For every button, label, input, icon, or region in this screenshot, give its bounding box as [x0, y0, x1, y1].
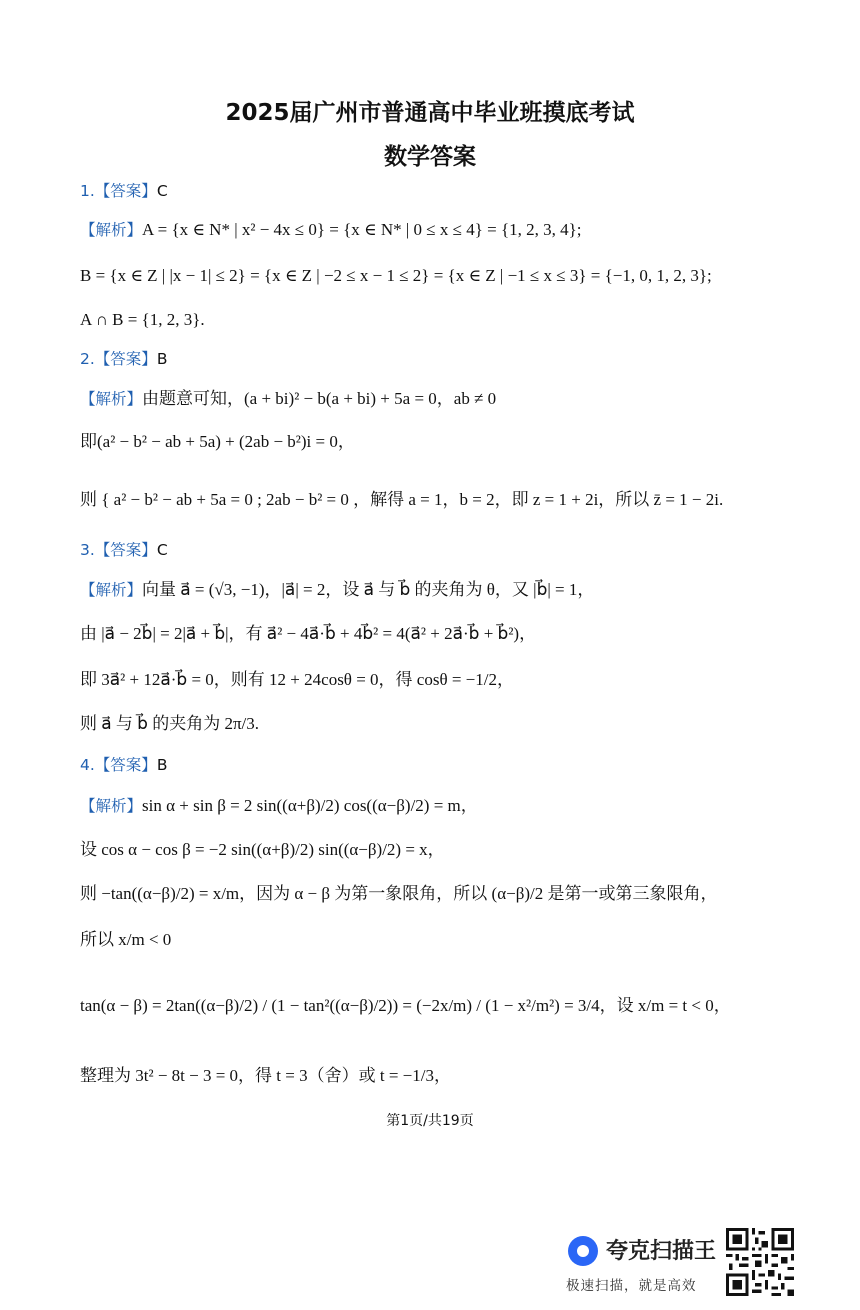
page-number: 第1页/共19页	[386, 1113, 474, 1129]
q4-solution-line-1: 【解析】sin α + sin β = 2 sin((α+β)/2) cos((α−β)/2) = m，	[80, 796, 478, 815]
q3-solution-line-4: 则 a⃗ 与 b⃗ 的夹角为 2π/3.	[80, 714, 260, 733]
q4-solution-line-2: 设 cos α − cos β = −2 sin((α+β)/2) sin((α−β)/2) = x，	[80, 840, 445, 859]
q2-solution-line-2: 即(a² − b² − ab + 5a) + (2ab − b²)i = 0，	[80, 432, 355, 451]
q1-solution-line-2: B = {x ∈ Z | |x − 1| ≤ 2} = {x ∈ Z | −2 ≤ x − 1 ≤ 2} = {x ∈ Z | −1 ≤ x ≤ 3} = {−1, 0, 1, 2, 3};	[80, 266, 712, 285]
document-subtitle: 数学答案	[384, 144, 476, 170]
q3-solution-line-2: 由 |a⃗ − 2b⃗| = 2|a⃗ + b⃗|，有 a⃗² − 4a⃗·b⃗ + 4b⃗² = 4(a⃗² + 2a⃗·b⃗ + b⃗²)，	[80, 624, 537, 643]
question-3-answer: 3.【答案】C	[80, 541, 168, 559]
question-1-answer: 1.【答案】C	[80, 182, 168, 200]
qr-code-icon	[726, 1228, 794, 1296]
q3-solution-line-1: 【解析】向量 a⃗ = (√3, −1)，|a⃗| = 2，设 a⃗ 与 b⃗ 的夹角为 θ，又 |b⃗| = 1，	[80, 580, 595, 599]
q3-solution-line-3: 即 3a⃗² + 12a⃗·b⃗ = 0，则有 12 + 24cosθ = 0，得 cosθ = −1/2，	[80, 670, 514, 689]
question-2-answer: 2.【答案】B	[80, 350, 168, 368]
q2-solution-line-3: 则 { a² − b² − ab + 5a = 0 ; 2ab − b² = 0 ，解得 a = 1，b = 2，即 z = 1 + 2i，所以 z̄ = 1 − 2i.	[80, 490, 724, 509]
watermark-name: 夸克扫描王	[606, 1239, 717, 1264]
document-title: 2025届广州市普通高中毕业班摸底考试	[225, 100, 635, 126]
q4-solution-line-6: 整理为 3t² − 8t − 3 = 0，得 t = 3（舍）或 t = −1/3，	[80, 1066, 451, 1085]
q2-solution-line-1: 【解析】由题意可知，(a + bi)² − b(a + bi) + 5a = 0，ab ≠ 0	[80, 389, 497, 408]
q1-solution-line-3: A ∩ B = {1, 2, 3}.	[80, 310, 205, 329]
q4-solution-line-4: 所以 x/m < 0	[80, 930, 172, 949]
q4-solution-line-3: 则 −tan((α−β)/2) = x/m，因为 α − β 为第一象限角，所以 (α−β)/2 是第一或第三象限角，	[80, 884, 718, 903]
quark-logo-icon	[568, 1236, 598, 1266]
q1-solution-line-1: 【解析】A = {x ∈ N* | x² − 4x ≤ 0} = {x ∈ N* | 0 ≤ x ≤ 4} = {1, 2, 3, 4};	[80, 220, 582, 239]
scanner-watermark	[562, 1228, 794, 1298]
q4-solution-line-5: tan(α − β) = 2tan((α−β)/2) / (1 − tan²((α−β)/2)) = (−2x/m) / (1 − x²/m²) = 3/4，设 x/m = t < 0，	[80, 996, 731, 1015]
watermark-slogan: 极速扫描，就是高效	[566, 1278, 697, 1294]
question-4-answer: 4.【答案】B	[80, 756, 168, 774]
